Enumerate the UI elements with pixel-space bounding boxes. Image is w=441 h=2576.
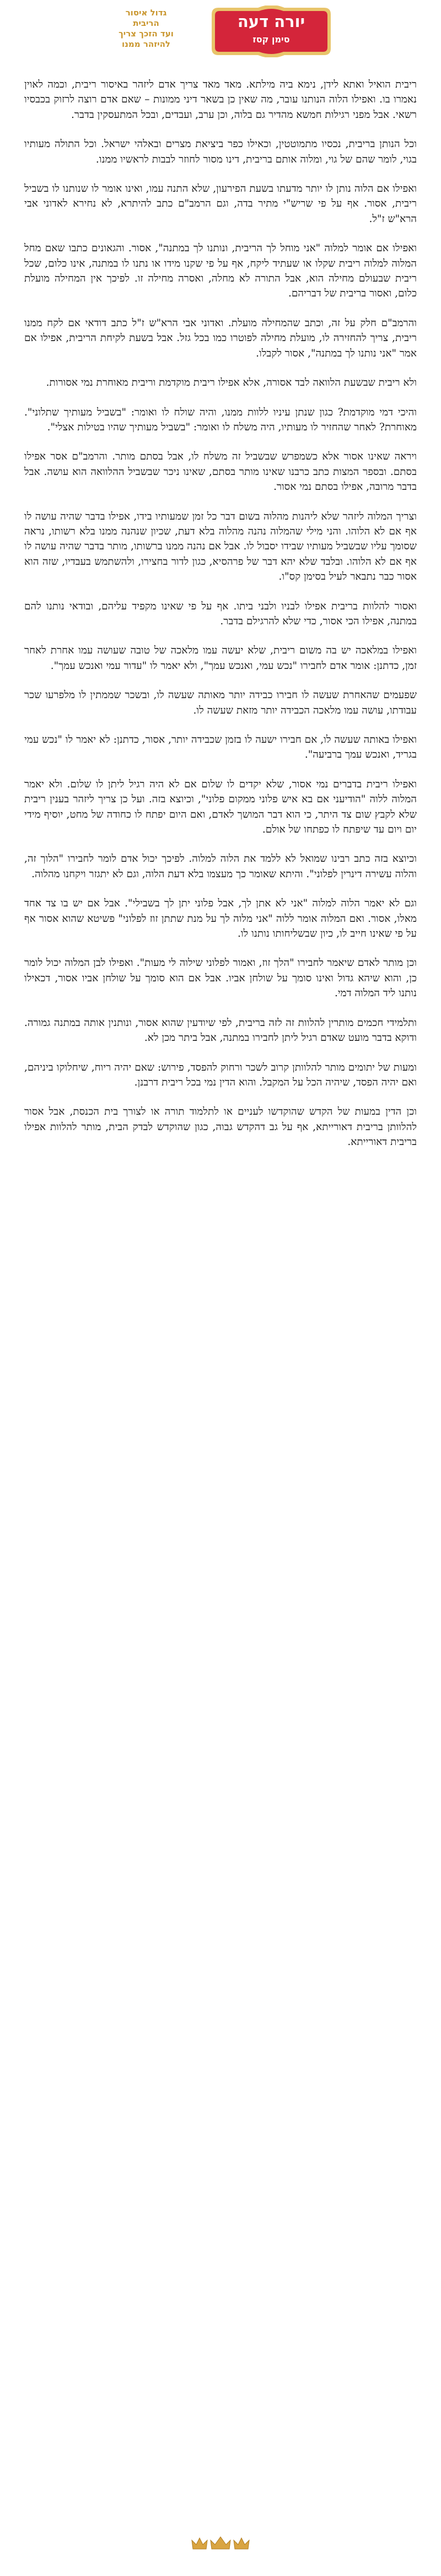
siman-label: סימן קסז (252, 34, 290, 45)
article-body (24, 77, 417, 1164)
paragraph: ריבית הואיל ואתא לידן, נימא ביה מילתא. מאד מאד צריך אדם ליזהר באיסור ריבית, וכמה לאוין נאמרו בו. ואפילו הלוה הנותנו עובר, מה שאין כן בשאר דיני ממונות – שאם אדם רוצה לרזוק בכבסיו רשאי. אבל מפני רגילות חמשא מהדיר גם בלוה, וכן ערב, ועבדים, ובכל המתעסקין בדבר. (24, 79, 417, 121)
paragraph: ואפילו אם הלוה נותן לו יותר מדעתו בשעת הפירעון, שלא התנה עמו, ואינו אומר לו שנותנו לו בשביל ריבית, אסור. אף על פי שריש"י מתיר בדה, וגם הרמב"ם כתב להיתרא, לא נחירא לאדוני אבי הרא"ש ז"ל. (24, 183, 417, 225)
paragraph: ואפילו במלאכה יש בה משום ריבית, שלא יעשה עמו מלאכה של טובה שעושה עמו אחרת לאחר זמן, כדתנן: אומר אדם לחבירו "נכש עמי, ואנכש עמך", ולא יאמר לו "עדור עמי ואנכש עמך". (24, 645, 417, 672)
section-heading-line: גדול איסור (125, 8, 167, 18)
section-heading-line: להיזהר ממנו (121, 39, 170, 49)
paragraph: ואפילו באותה שעשה לו, אם חבירו ישעה לו בזמן שכבידה יותר, אסור, כדתנן: לא יאמר לו "נכש עמי בגריד, ואנכש עמך ברביעה". (24, 734, 417, 761)
paragraph: והיכי דמי מוקדמת? כגון שנתן עיניו ללוות ממנו, והיה שולח לו ואומר: "בשביל מעותיך שתלוני". מאוחרת? לאחר שהחזיר לו מעותיו, היה משלח לו ואומר: "בשביל מעותיך שהיו בטילות אצלי". (24, 406, 417, 433)
paragraph: וכן מותר לאדם שיאמר לחבירו "הלך זוז, ואמור לפלוני שילוה לי מעות". ואפילו לבן המלוה יכול לומר כן, והוא שיהא גדול ואינו סומך על שולחן אביו. אבל אם הוא סומך על שולחן אביו אסור, דכאילו נותנו ליד המלוה דמי. (24, 957, 417, 1000)
book-title: יורה דעה (237, 12, 305, 31)
paragraph: ואפילו אם אומר למלוה "אני מוחל לך הריבית, ונותנו לך במתנה", אסור. והגאונים כתבו שאם מחל המלוה למלוה ריבית שקלו או שעתיד ליקח, אף על פי שקנו מידו או נתנו לו במתנה, אינו כלום, שכל ריבית שבעולם מחילה הוא, אבל התורה לא מחלה, ואסרה מחילה זו. לפיכך אין המחילה מועלת כלום, ואסור בריבית של דבריהם. (24, 242, 417, 300)
paragraph: והרמב"ם חלק על זה, וכתב שהמחילה מועלת. ואדוני אבי הרא"ש ז"ל כתב דודאי אם לקח ממנו ריבית, צריך להחזירה לו, מועלת מחילה לפוטרו כמו בכל גזל. אבל בשעת לקיחת הריבית, אפילו אם אמר "אני נותנו לך במתנה", אסור לקבלו. (24, 317, 417, 359)
section-heading-line: הריבית (133, 18, 159, 28)
footer-ornament (0, 2534, 441, 2556)
paragraph: שפעמים שהאחרת שעשה לו חבירו כבידה יותר מאותה שעשה לו, ובשכר שממתין לו מלפרעו שכר עבודתו, עושה עמו מלאכה הכבידה יותר מזאת שעשה לו. (24, 689, 417, 716)
paragraph: ואפילו ריבית בדברים נמי אסור, שלא יקדים לו שלום אם לא היה רגיל ליתן לו שלום. ולא יאמר המלוה ללוה "הודיעני אם בא איש פלוני ממקום פלוני", וכיוצא בזה. ועל כן צריך ליזהר בענין ריבית שלא לקבץ שום צד היתר, כי הוא דבר המושך לאדם, ואם היום יפתח לו כחודה של מחט, יוסיף מידי יום ויום עד שיפתח לו כפתחו של אולם. (24, 778, 417, 836)
paragraph: וכיוצא בזה כתב רבינו שמואל לא ללמד את הלוה למלוה. לפיכך יכול אדם לומר לחבירו "הלוך זה, והלוה עשירה דינרין לפלוני". והיתא שאומר כך מעצמו בלא דעת הלוה, וגם לא יתגזר ויקחנו מהלוה. (24, 853, 417, 880)
paragraph: וגם לא יאמר הלוה למלוה "אני לא אתן לך, אבל פלוני יתן לך בשבילי". אבל אם יש בו צד אחד מאלו, אסור. ואם המלוה אומר ללוה "אני מלוה לך על מנת שתתן זוז לפלוני" פשיטא שהוא אסור אף על פי שאינו חייב לו, כיון שבשליחותו נותנו לו. (24, 898, 417, 940)
paragraph: ולא ריבית שבשעת הלוואה לבד אסורה, אלא אפילו ריבית מוקדמת וריבית מאוחרת נמי אסורות. (46, 377, 417, 389)
header (0, 0, 441, 65)
paragraph: ואסור להלוות בריבית אפילו לבניו ולבני ביתו. אף על פי שאינו מקפיד עליהם, ובודאי נותנו להם במתנה, אפילו הכי אסור, כדי שלא להרגילם בדבר. (24, 600, 417, 627)
paragraph: וכל הנותן בריבית, נכסיו מתמוטטין, וכאילו כפר ביציאת מצרים ובאלהי ישראל. וכל התולה מעותיו בגוי, לומר שהם של גוי, ומלוה אותם בריבית, דינו מסור לחוזר לבבות לראשיו ממנו. (24, 138, 417, 165)
section-heading (94, 8, 198, 50)
paragraph: ותלמידי חכמים מותרין להלוות זה לזה בריבית, לפי שיודעין שהוא אסור, ונותנין אותה במתנה גמורה. ודוקא בדבר מועט שאדם רגיל ליתן לחבירו במתנה, אבל ביתר מכן לא. (24, 1017, 417, 1044)
paragraph: ויראה שאינו אסור אלא כשמפרש שבשביל זה משלח לו, אבל בסתם מותר. והרמב"ם אסר אפילו בסתם. ובספר המצות כתב כרבנו שאינו מותר בסתם, שאינו ניכר שבשביל ההלוואה הוא עושה. אבל בדבר מרובה, אפילו בסתם נמי אסור. (24, 451, 417, 493)
crown-ornament-icon (190, 2534, 251, 2552)
paragraph: וצריך המלוה ליזהר שלא ליהנות מהלוה בשום דבר כל זמן שמעותיו בידו, אפילו בדבר שהיה עושה לו אף אם לא הלוהו. והני מילי שהמלוה נהנה מהלוה בלא דעת, שכיון שנהנה ממנו בלא רשותו, נראה שסומך עליו שבשביל מעותיו שבידו יסבול לו. אבל אם נהנה ממנו ברשותו, מותר בדבר שהיה עושה לו אף אם לא הלוהו. ובלבד שלא יהא דבר של פרהסיא, כגון לדור בחצירו, ולהשתמש בעבדיו, שזה הוא אסור כבר נתבאר לעיל בסימן קס"ו. (24, 510, 417, 583)
title-badge (209, 6, 333, 57)
paragraph: וכן הדין במעות של הקדש שהוקדשו לעניים או לתלמוד תורה או לצורך בית הכנסת, אבל אסור להלוותן בריבית דאורייתא, אף על גב דהקדש גבוה, כגון שהוקדש לבדק הבית, מותר להלוות אפילו בריבית דאורייתא. (24, 1106, 417, 1148)
section-heading-line: ועד הזכך צריך (119, 29, 174, 39)
paragraph: ומעות של יתומים מותר להלוותן קרוב לשכר ורחוק להפסד, פירוש: שאם יהיה ריוח, שיחלוקו ביניהם, ואם יהיה הפסד, שיהיה הכל על המקבל. והוא הדין נמי בכל ריבית דרבנן. (24, 1061, 417, 1088)
